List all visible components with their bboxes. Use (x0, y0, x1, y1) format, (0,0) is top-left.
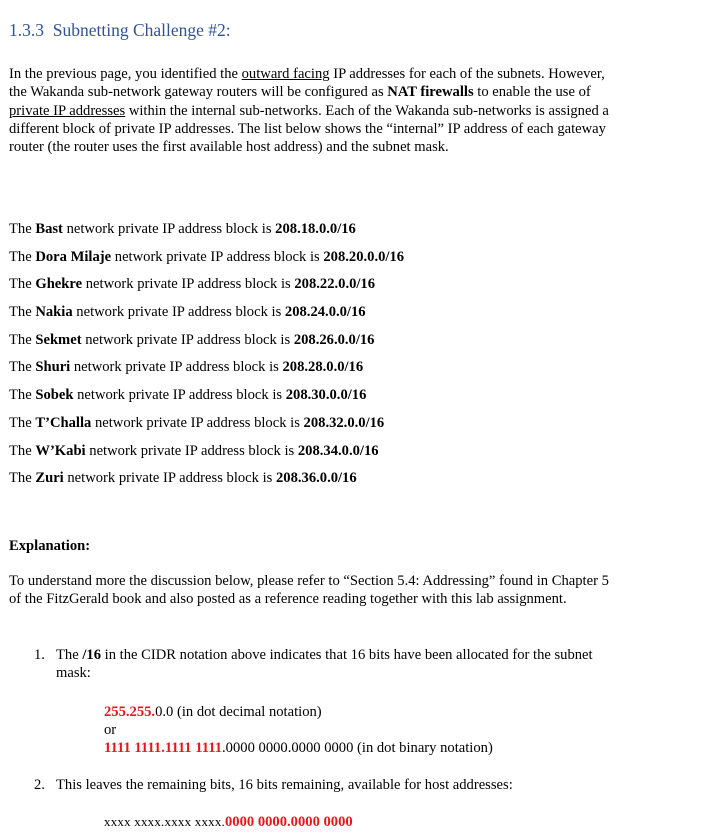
network-row-prefix: The (9, 221, 36, 237)
subnet-mask-block (104, 703, 493, 758)
network-ip-block: 208.22.0.0/16 (294, 276, 376, 293)
network-row-middle: network private IP address block is (111, 248, 324, 265)
network-name: Zuri (35, 470, 64, 487)
network-ip-block: 208.20.0.0/16 (323, 248, 405, 265)
network-row-middle: network private IP address block is (72, 304, 285, 321)
network-row (9, 441, 629, 469)
explanation-paragraph: To understand more the discussion below, please refer to “Section 5.4: Addressing” found in Chapter 5 of the FitzGerald book and also posted as a reference reading together with this lab assignment. (9, 573, 609, 608)
network-row-prefix: The (9, 276, 36, 293)
intro-text-1: In the previous page, you identified the (9, 66, 242, 82)
network-row-prefix: The (9, 248, 36, 265)
explanation-title: Explanation: (9, 538, 91, 554)
section-heading (9, 20, 231, 41)
network-row-middle: network private IP address block is (85, 442, 298, 459)
nat-firewalls-bold: NAT firewalls (387, 84, 474, 101)
network-row-prefix: The (9, 359, 36, 376)
item1-pre: The (56, 647, 83, 663)
network-row-prefix: The (9, 331, 36, 348)
network-row-middle: network private IP address block is (81, 331, 294, 348)
network-row-middle: network private IP address block is (82, 276, 295, 293)
network-block-list (9, 219, 629, 496)
network-row (9, 302, 629, 330)
list-item-text (56, 646, 614, 683)
mask-decimal-line (104, 703, 493, 721)
intro-text-3: to enable the use of (473, 84, 591, 101)
network-row (9, 274, 629, 302)
private-ip-link[interactable]: private IP addresses (9, 102, 126, 119)
network-ip-block: 208.36.0.0/16 (275, 470, 357, 487)
outward-facing-link[interactable]: outward facing (241, 66, 330, 82)
network-ip-block: 208.24.0.0/16 (284, 304, 366, 321)
intro-paragraph (9, 65, 609, 156)
network-row (9, 413, 629, 441)
network-name: T’Challa (35, 414, 92, 431)
list-item-number: 1. (34, 647, 45, 663)
host-bits-red: 0000 0000.0000 0000 (225, 814, 353, 830)
network-ip-block: 208.18.0.0/16 (275, 221, 356, 237)
network-row-prefix: The (9, 414, 36, 431)
item1-post: in the CIDR notation above indicates that 16 bits have been allocated for the subnet mask: (56, 647, 593, 682)
network-row-middle: network private IP address block is (62, 221, 276, 237)
list-item-text: This leaves the remaining bits, 16 bits remaining, available for host addresses: (56, 777, 513, 793)
mask-decimal-red: 255.255. (104, 704, 156, 720)
network-row-prefix: The (9, 387, 36, 404)
network-row-middle: network private IP address block is (70, 359, 283, 376)
network-name: Shuri (35, 359, 71, 376)
network-ip-block: 208.28.0.0/16 (282, 359, 364, 376)
network-row (9, 468, 629, 496)
network-row (9, 330, 629, 358)
cidr-bold: /16 (82, 647, 101, 663)
mask-binary-rest: .0000 0000.0000 0000 (in dot binary notation) (222, 740, 493, 757)
network-name: W’Kabi (35, 442, 86, 459)
host-bits-prefix: xxxx xxxx.xxxx xxxx. (104, 814, 225, 829)
network-row (9, 219, 629, 247)
section-title: Subnetting Challenge #2: (52, 20, 231, 40)
network-ip-block: 208.26.0.0/16 (293, 331, 375, 348)
intro-text-2: IP addresses for each of the subnets. However, the Wakanda sub-network gateway routers will be configured as (9, 66, 605, 101)
list-item-2 (34, 776, 634, 794)
network-row-prefix: The (9, 304, 36, 321)
mask-decimal-rest: 0.0 (in dot decimal notation) (155, 704, 322, 720)
network-row (9, 357, 629, 385)
network-name: Sekmet (35, 331, 82, 348)
network-row (9, 247, 629, 275)
host-bits-line (104, 814, 353, 831)
network-row-middle: network private IP address block is (91, 414, 304, 431)
section-number: 1.3.3 (9, 20, 44, 40)
network-row-middle: network private IP address block is (73, 387, 286, 404)
network-name: Bast (35, 221, 63, 237)
list-item-1 (34, 646, 614, 683)
network-row (9, 385, 629, 413)
network-ip-block: 208.32.0.0/16 (303, 414, 385, 431)
list-item-number: 2. (34, 777, 45, 793)
network-row-prefix: The (9, 470, 36, 487)
network-ip-block: 208.34.0.0/16 (297, 442, 379, 459)
network-ip-block: 208.30.0.0/16 (285, 387, 367, 404)
mask-binary-red: 1111 1111.1111 1111 (104, 740, 223, 757)
network-name: Sobek (35, 387, 74, 404)
network-name: Nakia (35, 304, 73, 321)
network-name: Dora Milaje (35, 248, 112, 265)
network-row-prefix: The (9, 442, 36, 459)
network-row-middle: network private IP address block is (63, 470, 276, 487)
mask-binary-line (104, 739, 493, 757)
or-line: or (104, 722, 117, 739)
network-name: Ghekre (35, 276, 83, 293)
intro-text-4: within the internal sub-networks. Each of the Wakanda sub-networks is assigned a different block of private IP addresses. The list below shows the “internal” IP address of each gateway router (the router uses the first available host address) and the subnet mask. (9, 102, 609, 156)
